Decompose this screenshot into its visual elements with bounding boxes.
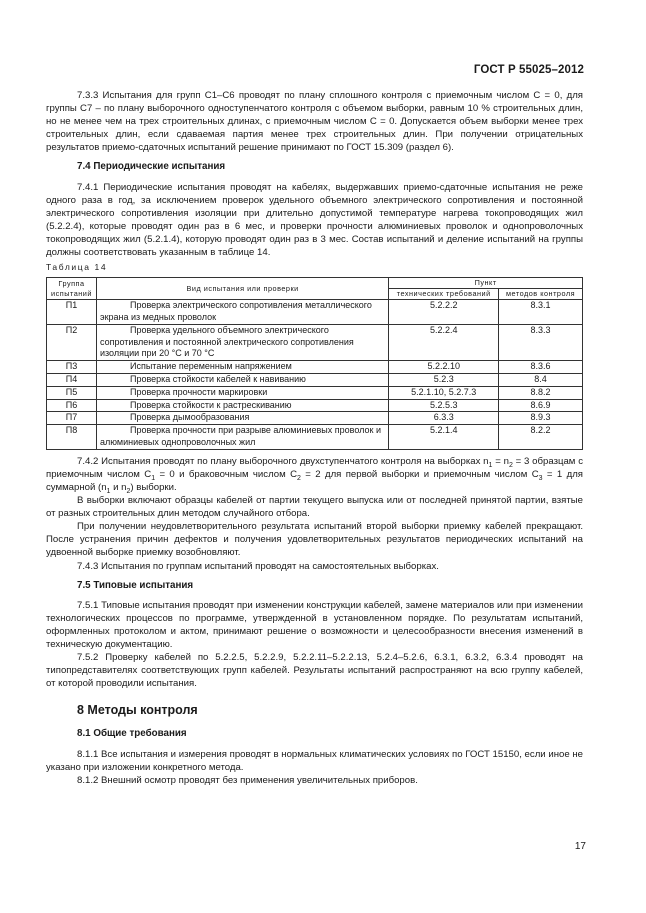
table-row (47, 412, 583, 425)
col-header-req: технических требований (389, 289, 499, 300)
col-header-point: Пункт (389, 278, 583, 289)
col-header-kind: Вид испытания или проверки (96, 278, 388, 300)
table-14 (46, 277, 583, 450)
cell-method: 8.2.2 (499, 425, 583, 450)
table-row (47, 300, 583, 325)
cell-method: 8.9.3 (499, 412, 583, 425)
paragraph-8-1-1: 8.1.1 Все испытания и измерения проводят в нормальных климатических условиях по ГОСТ 15150, если иное не указано при изложении конкретного метода. (46, 748, 583, 773)
cell-kind: Проверка электрического сопротивления металлического экрана из медных проволок (96, 300, 388, 325)
document-body (46, 89, 583, 787)
paragraph-8-1-2: 8.1.2 Внешний осмотр проводят без применения увеличительных приборов. (77, 774, 418, 786)
heading-8: 8 Методы контроля (77, 703, 198, 718)
paragraph-7-4-2-b: В выборки включают образцы кабелей от партии текущего выпуска или от последней принятой партии, взятые от разных строительных длин методом случайного отбора. (46, 495, 583, 520)
cell-kind: Проверка удельного объемного электрического сопротивления и постоянной электрического сопротивления изоляции при 20 °С и 70 °С (96, 324, 388, 360)
cell-group: П5 (47, 386, 97, 399)
col-header-group: Группа испытаний (47, 278, 97, 300)
cell-req: 5.2.5.3 (389, 399, 499, 412)
table-row (47, 399, 583, 412)
table-row (47, 374, 583, 387)
paragraph-7-4-3: 7.4.3 Испытания по группам испытаний проводят на самостоятельных выборках. (77, 560, 439, 572)
cell-group: П7 (47, 412, 97, 425)
document-code: ГОСТ Р 55025–2012 (473, 64, 584, 76)
cell-method: 8.3.6 (499, 361, 583, 374)
table-row (47, 324, 583, 360)
cell-group: П2 (47, 324, 97, 360)
cell-method: 8.3.3 (499, 324, 583, 360)
heading-8-1: 8.1 Общие требования (77, 728, 187, 740)
paragraph-7-5-1: 7.5.1 Типовые испытания проводят при изменении конструкции кабелей, замене материалов или при изменении технологических процессов по программе, утвержденной в установленном порядке. По результатам испытаний, оформленных протоколом и актом, принимают решение о возможности и целесообразности внесения изменений в техническую документацию. (46, 599, 583, 650)
table-row (47, 361, 583, 374)
col-header-method: методов контроля (499, 289, 583, 300)
cell-method: 8.4 (499, 374, 583, 387)
cell-group: П8 (47, 425, 97, 450)
cell-req: 5.2.2.2 (389, 300, 499, 325)
page-number: 17 (574, 841, 586, 852)
cell-method: 8.8.2 (499, 386, 583, 399)
cell-kind: Испытание переменным напряжением (96, 361, 388, 374)
cell-kind: Проверка стойкости кабелей к навиванию (96, 374, 388, 387)
heading-7-5: 7.5 Типовые испытания (77, 579, 194, 591)
cell-kind: Проверка дымообразования (96, 412, 388, 425)
cell-kind: Проверка прочности при разрыве алюминиевых проволок и алюминиевых однопроволочных жил (96, 425, 388, 450)
cell-group: П1 (47, 300, 97, 325)
cell-req: 5.2.2.10 (389, 361, 499, 374)
cell-kind: Проверка прочности маркировки (96, 386, 388, 399)
cell-group: П4 (47, 374, 97, 387)
cell-req: 5.2.2.4 (389, 324, 499, 360)
paragraph-7-4-1: 7.4.1 Периодические испытания проводят на кабелях, выдержавших приемо-сдаточные испытания не реже одного раза в год, за исключением проверок удельного объемного электрического сопротивления и постоянной электрического сопротивления изоляции при длительно допустимой температуре нагрева токопроводящих жил (5.2.2.4), которые проводят один раз в 6 мес, и проверки прочности алюминиевых проволок и однопроволочных токопроводящих жил (5.2.1.4), которую проводят один раз в 3 мес. Состав испытаний и деление испытаний на группы должны соответствовать указанным в таблице 14. (46, 181, 583, 259)
paragraph-7-3-3: 7.3.3 Испытания для групп С1–С6 проводят по плану сплошного контроля с приемочным числом С = 0, для группы С7 – по плану выборочного одноступенчатого контроля с объемом выборки, равным 10 % строительных длин, но не менее чем на трех строительных длинах, с приемочным числом С = 0. Допускается объем выборки менее трех строительных длин, если сдаваемая партия менее трех строительных длин. При получении отрицательных результатов приемо-сдаточных испытаний решение принимают по ГОСТ 15.309 (раздел 6). (46, 90, 583, 154)
cell-method: 8.6.9 (499, 399, 583, 412)
cell-kind: Проверка стойкости к растрескиванию (96, 399, 388, 412)
paragraph-7-5-2: 7.5.2 Проверку кабелей по 5.2.2.5, 5.2.2.9, 5.2.2.11–5.2.2.13, 5.2.4–5.2.6, 6.3.1, 6.3.2, 6.3.4 проводят на типопредставителях соответствующих групп кабелей. Результаты испытаний распространяют на всю группу кабелей, от которой проводили испытания. (46, 652, 583, 690)
table-row (47, 425, 583, 450)
cell-group: П6 (47, 399, 97, 412)
cell-req: 6.3.3 (389, 412, 499, 425)
cell-req: 5.2.3 (389, 374, 499, 387)
paragraph-7-4-2-c: При получении неудовлетворительного результата испытаний второй выборки приемку кабелей прекращают. После устранения причин дефектов и получения удовлетворительных результатов периодических испытаний на удвоенной выборке приемку возобновляют. (46, 521, 583, 559)
cell-group: П3 (47, 361, 97, 374)
cell-req: 5.2.1.10, 5.2.7.3 (389, 386, 499, 399)
table-caption: Таблица 14 (46, 262, 108, 273)
paragraph-7-4-2: 7.4.2 Испытания проводят по плану выборочного двухступенчатого контроля на выборках $n_1 = n_2 = 3$ образцам с приемочным числом $С_1 = 0$ и браковочным числом $С_2 = 2$ для первой выборки и приемочным числом $С_3 = 1$ для суммарной ($n_1$ и $n_2$) выборки. (46, 455, 583, 495)
heading-7-4: 7.4 Периодические испытания (77, 161, 226, 173)
cell-method: 8.3.1 (499, 300, 583, 325)
table-row (47, 386, 583, 399)
cell-req: 5.2.1.4 (389, 425, 499, 450)
